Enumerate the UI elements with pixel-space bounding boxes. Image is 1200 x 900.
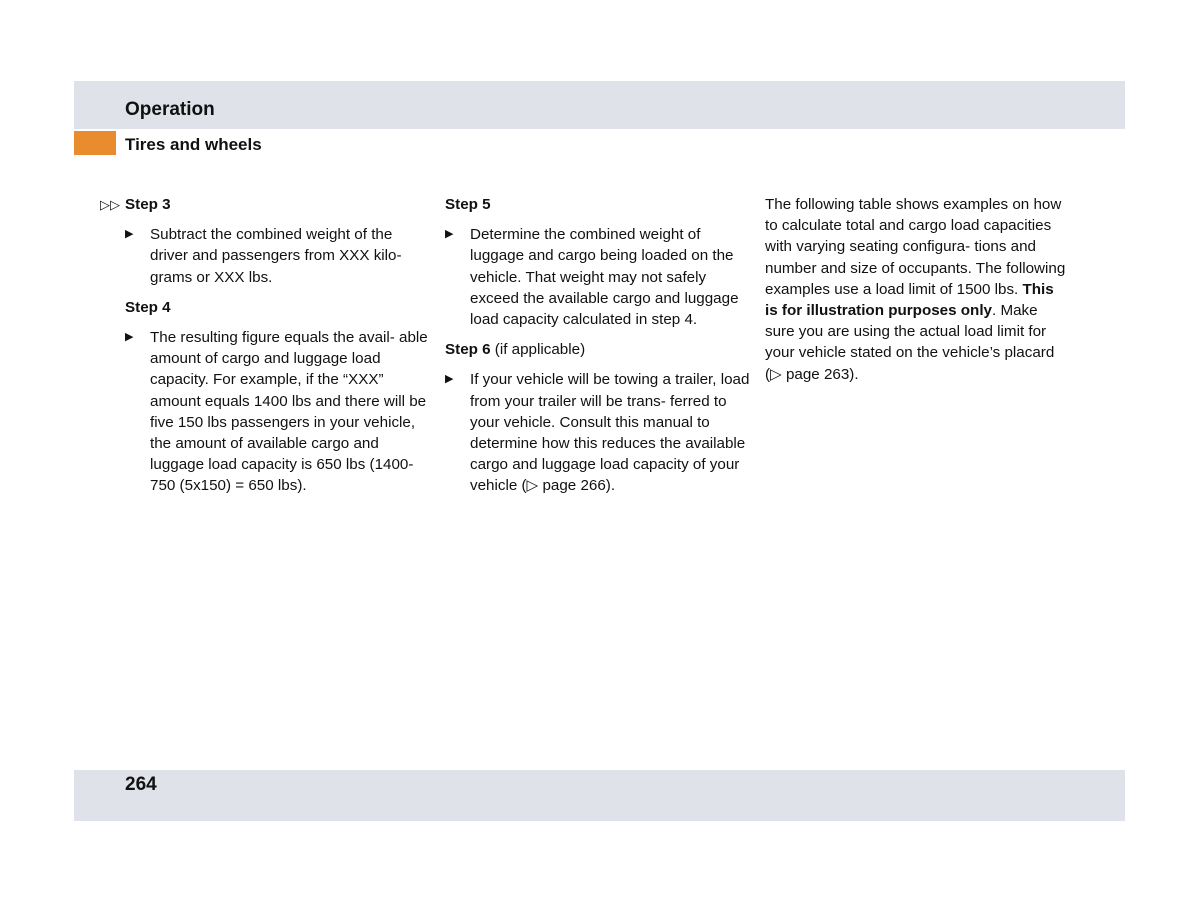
- step6-suffix: (if applicable): [490, 341, 586, 359]
- header-band: [74, 81, 1125, 129]
- paragraph-end: . Make sure you are using the actual load limit for your vehicle stated on the vehicle’s placard (▷ page 263).: [765, 302, 1055, 383]
- bullet-icon: ▶: [125, 331, 134, 344]
- step6-instruction: [445, 369, 750, 496]
- bullet-icon: ▶: [125, 228, 134, 241]
- column-1: [100, 194, 430, 506]
- step4-heading: Step 4: [125, 298, 171, 316]
- step6-label: Step 6: [445, 341, 491, 359]
- step6-heading: [445, 339, 750, 360]
- step3-instruction: [100, 224, 430, 288]
- column-2: [445, 194, 750, 506]
- bullet-icon: ▶: [445, 228, 454, 241]
- step3-text: Subtract the combined weight of the driver and passengers from XXX kilo- grams or XXX lbs.: [150, 226, 402, 286]
- page-number: 264: [125, 774, 157, 795]
- load-example-paragraph: [765, 194, 1070, 385]
- bullet-icon: ▶: [445, 373, 454, 386]
- section-title: Operation: [125, 99, 215, 120]
- step5-instruction: [445, 224, 750, 330]
- section-accent-tab: [74, 131, 116, 155]
- footer-band: [74, 770, 1125, 821]
- continuation-marker-icon: ▷▷: [100, 197, 120, 212]
- step4-instruction: [100, 327, 430, 497]
- step4-text: The resulting figure equals the avail- able amount of cargo and luggage load capacity. For example, if the “XXX” amount equals 1400 lbs and there will be five 150 lbs passengers in your vehicle, the amount of available cargo and luggage load capacity is 650 lbs (1400-750 (5x150) = 650 lbs).: [150, 329, 428, 495]
- column-3: [765, 194, 1070, 385]
- illustration-note: This is for illustration purposes only: [765, 280, 1054, 320]
- step5-text: Determine the combined weight of luggage and cargo being loaded on the vehicle. That weight may not safely exceed the available cargo and luggage load capacity calculated in step 4.: [470, 226, 739, 329]
- step3-heading: [100, 194, 430, 215]
- subsection-title: Tires and wheels: [125, 135, 262, 154]
- step5-heading: Step 5: [445, 196, 491, 213]
- step3-label: Step 3: [125, 196, 171, 213]
- step6-text: If your vehicle will be towing a trailer, load from your trailer will be trans- ferred to your vehicle. Consult this manual to determine how this reduces the available cargo and luggage load capacity of your vehicle (▷ page 266).: [470, 371, 750, 495]
- paragraph-start: The following table shows examples on how to calculate total and cargo load capacities with varying seating configura- tions and number and size of occupants. The following examples use a load limit of 1500 lbs.: [765, 196, 1066, 298]
